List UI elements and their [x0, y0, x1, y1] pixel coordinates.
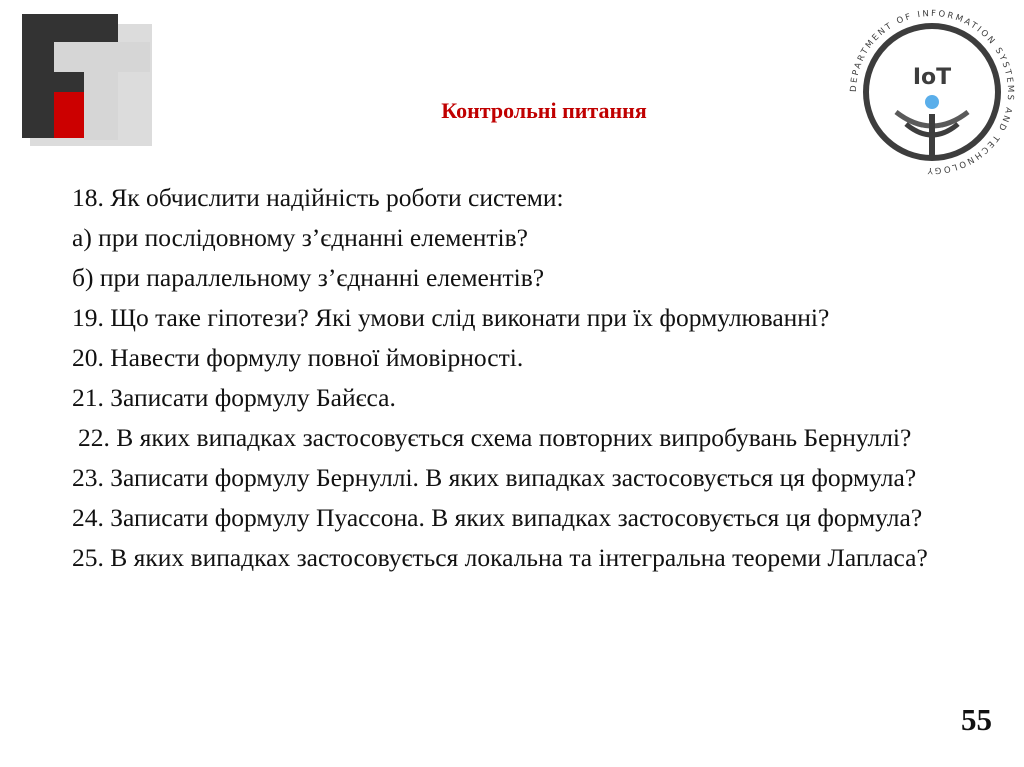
- question-18b: б) при параллельному з’єднанні елементів?: [72, 263, 545, 292]
- question-21: 21. Записати формулу Байєса.: [72, 383, 396, 412]
- question-22: 22. В яких випадках застосовується схема повторних випробувань Бернуллі?: [78, 423, 912, 452]
- iot-label: IoT: [912, 65, 952, 90]
- question-19: 19. Що таке гіпотези? Які умови слід виконати при їх формулюванні?: [72, 303, 830, 332]
- questions-list: [20, 180, 1018, 580]
- question-25: 25. В яких випадках застосовується локальна та інтегральна теореми Лапласа?: [72, 543, 928, 572]
- question-23: 23. Записати формулу Бернуллі. В яких випадках застосовується ця формула?: [72, 463, 917, 492]
- ft-logo: [18, 12, 158, 150]
- iot-department-logo: [846, 6, 1018, 178]
- question-18: 18. Як обчислити надійність роботи системи:: [72, 183, 564, 212]
- question-24: 24. Записати формулу Пуассона. В яких випадках застосовується ця формула?: [72, 503, 923, 532]
- page-number: 55: [961, 702, 992, 737]
- slide-title: Контрольні питання: [441, 98, 647, 123]
- question-18a: а) при послідовному з’єднанні елементів?: [72, 223, 528, 252]
- iot-ring-text: DEPARTMENT OF INFORMATION SYSTEMS AND TECHNOLOGY: [848, 8, 1016, 176]
- question-20: 20. Навести формулу повної ймовірності.: [72, 343, 524, 372]
